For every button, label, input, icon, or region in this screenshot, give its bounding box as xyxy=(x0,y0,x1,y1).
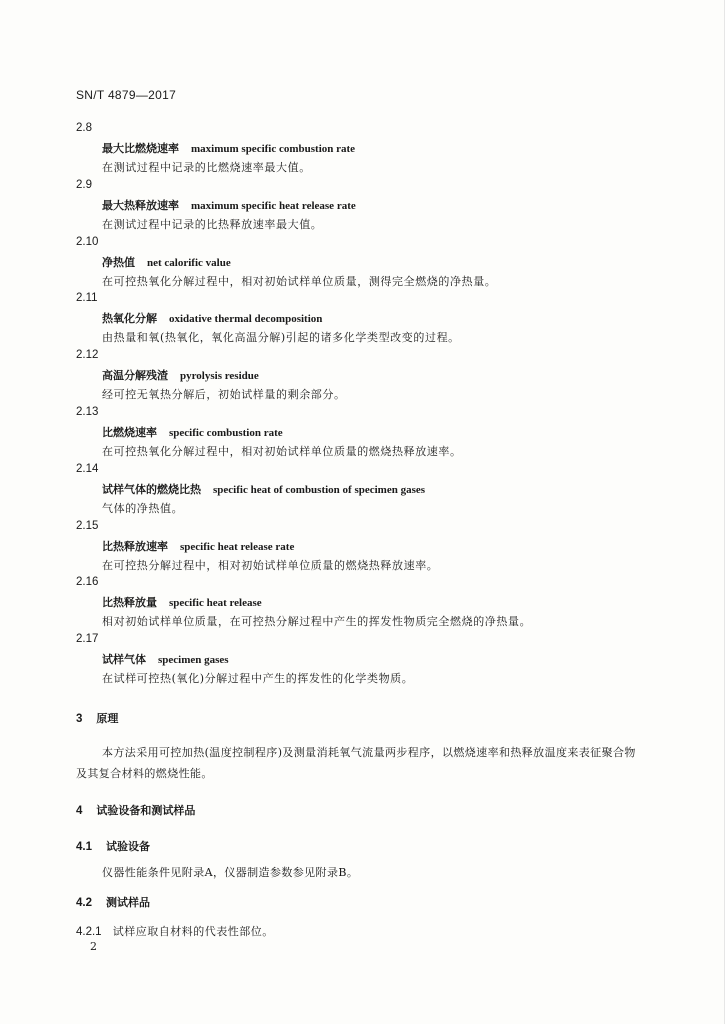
section-number: 4.1 xyxy=(76,841,92,853)
section-4-1-heading xyxy=(76,838,150,854)
term-english: specific combustion rate xyxy=(169,427,283,439)
term-number: 2.14 xyxy=(76,463,99,475)
term-english: specific heat of combustion of specimen gases xyxy=(213,484,426,496)
page-number: 2 xyxy=(90,940,97,953)
section-number: 4 xyxy=(76,805,83,817)
term-chinese: 比热释放量 xyxy=(102,596,157,609)
term-definition: 在可控热分解过程中，相对初始试样单位质量的燃烧热释放速率。 xyxy=(102,559,439,572)
term-heading xyxy=(102,310,322,326)
term-definition: 在测试过程中记录的比热释放速率最大值。 xyxy=(102,218,323,231)
section-title: 测试样品 xyxy=(106,896,150,909)
section-4-1-paragraph: 仪器性能条件见附录A，仪器制造参数参见附录B。 xyxy=(102,866,359,879)
clause-4-2-1 xyxy=(76,923,274,939)
section-title: 原理 xyxy=(96,712,119,725)
term-chinese: 试样气体的燃烧比热 xyxy=(102,483,201,496)
term-english: maximum specific heat release rate xyxy=(191,200,356,212)
term-number: 2.16 xyxy=(76,576,99,588)
term-english: specific heat release rate xyxy=(180,541,295,553)
term-number: 2.15 xyxy=(76,520,99,532)
term-heading xyxy=(102,254,231,270)
section-4-heading xyxy=(76,802,195,818)
section-number: 4.2 xyxy=(76,897,92,909)
term-chinese: 高温分解残渣 xyxy=(102,369,168,382)
term-english: oxidative thermal decomposition xyxy=(169,313,323,325)
term-english: pyrolysis residue xyxy=(180,370,259,382)
term-definition: 由热量和氧(热氧化，氧化高温分解)引起的诸多化学类型改变的过程。 xyxy=(102,331,460,344)
term-number: 2.13 xyxy=(76,406,99,418)
section-title: 试验设备和测试样品 xyxy=(96,804,196,817)
term-heading xyxy=(102,197,356,213)
term-number: 2.8 xyxy=(76,122,92,134)
term-chinese: 比热释放速率 xyxy=(102,540,168,553)
term-number: 2.9 xyxy=(76,179,92,191)
term-definition: 相对初始试样单位质量，在可控热分解过程中产生的挥发性物质完全燃烧的净热量。 xyxy=(102,615,532,628)
term-definition: 在测试过程中记录的比燃烧速率最大值。 xyxy=(102,161,311,174)
standard-header: SN/T 4879—2017 xyxy=(76,88,177,102)
term-chinese: 比燃烧速率 xyxy=(102,426,157,439)
clause-number: 4.2.1 xyxy=(76,926,102,938)
term-heading xyxy=(102,140,355,156)
term-number: 2.12 xyxy=(76,349,99,361)
term-heading xyxy=(102,651,229,667)
term-number: 2.17 xyxy=(76,633,99,645)
term-heading xyxy=(102,424,283,440)
term-definition: 在可控热氧化分解过程中，相对初始试样单位质量的燃烧热释放速率。 xyxy=(102,445,462,458)
term-chinese: 最大热释放速率 xyxy=(102,199,179,212)
term-number: 2.11 xyxy=(76,292,98,304)
term-definition: 在可控热氧化分解过程中，相对初始试样单位质量，测得完全燃烧的净热量。 xyxy=(102,275,497,288)
term-number: 2.10 xyxy=(76,236,99,248)
section-3-paragraph: 本方法采用可控加热(温度控制程序)及测量消耗氧气流量两步程序，以燃烧速率和热释放温度来表征聚合物及其复合材料的燃烧性能。 xyxy=(76,746,636,780)
term-english: specimen gases xyxy=(158,654,229,666)
term-chinese: 热氧化分解 xyxy=(102,312,157,325)
term-heading xyxy=(102,481,425,497)
term-chinese: 试样气体 xyxy=(102,653,146,666)
term-chinese: 最大比燃烧速率 xyxy=(102,142,179,155)
section-title: 试验设备 xyxy=(106,840,150,853)
term-heading xyxy=(102,594,262,610)
section-number: 3 xyxy=(76,713,83,725)
clause-text: 试样应取自材料的代表性部位。 xyxy=(112,925,274,938)
term-english: maximum specific combustion rate xyxy=(191,143,356,155)
term-heading xyxy=(102,538,294,554)
section-3-heading xyxy=(76,710,118,726)
term-english: specific heat release xyxy=(169,597,262,609)
term-heading xyxy=(102,367,259,383)
term-english: net calorific value xyxy=(147,257,231,269)
term-definition: 在试样可控热(氧化)分解过程中产生的挥发性的化学类物质。 xyxy=(102,672,414,685)
term-chinese: 净热值 xyxy=(102,256,135,269)
term-definition: 经可控无氧热分解后，初始试样量的剩余部分。 xyxy=(102,388,346,401)
term-definition: 气体的净热值。 xyxy=(102,502,184,515)
section-4-2-heading xyxy=(76,894,150,910)
